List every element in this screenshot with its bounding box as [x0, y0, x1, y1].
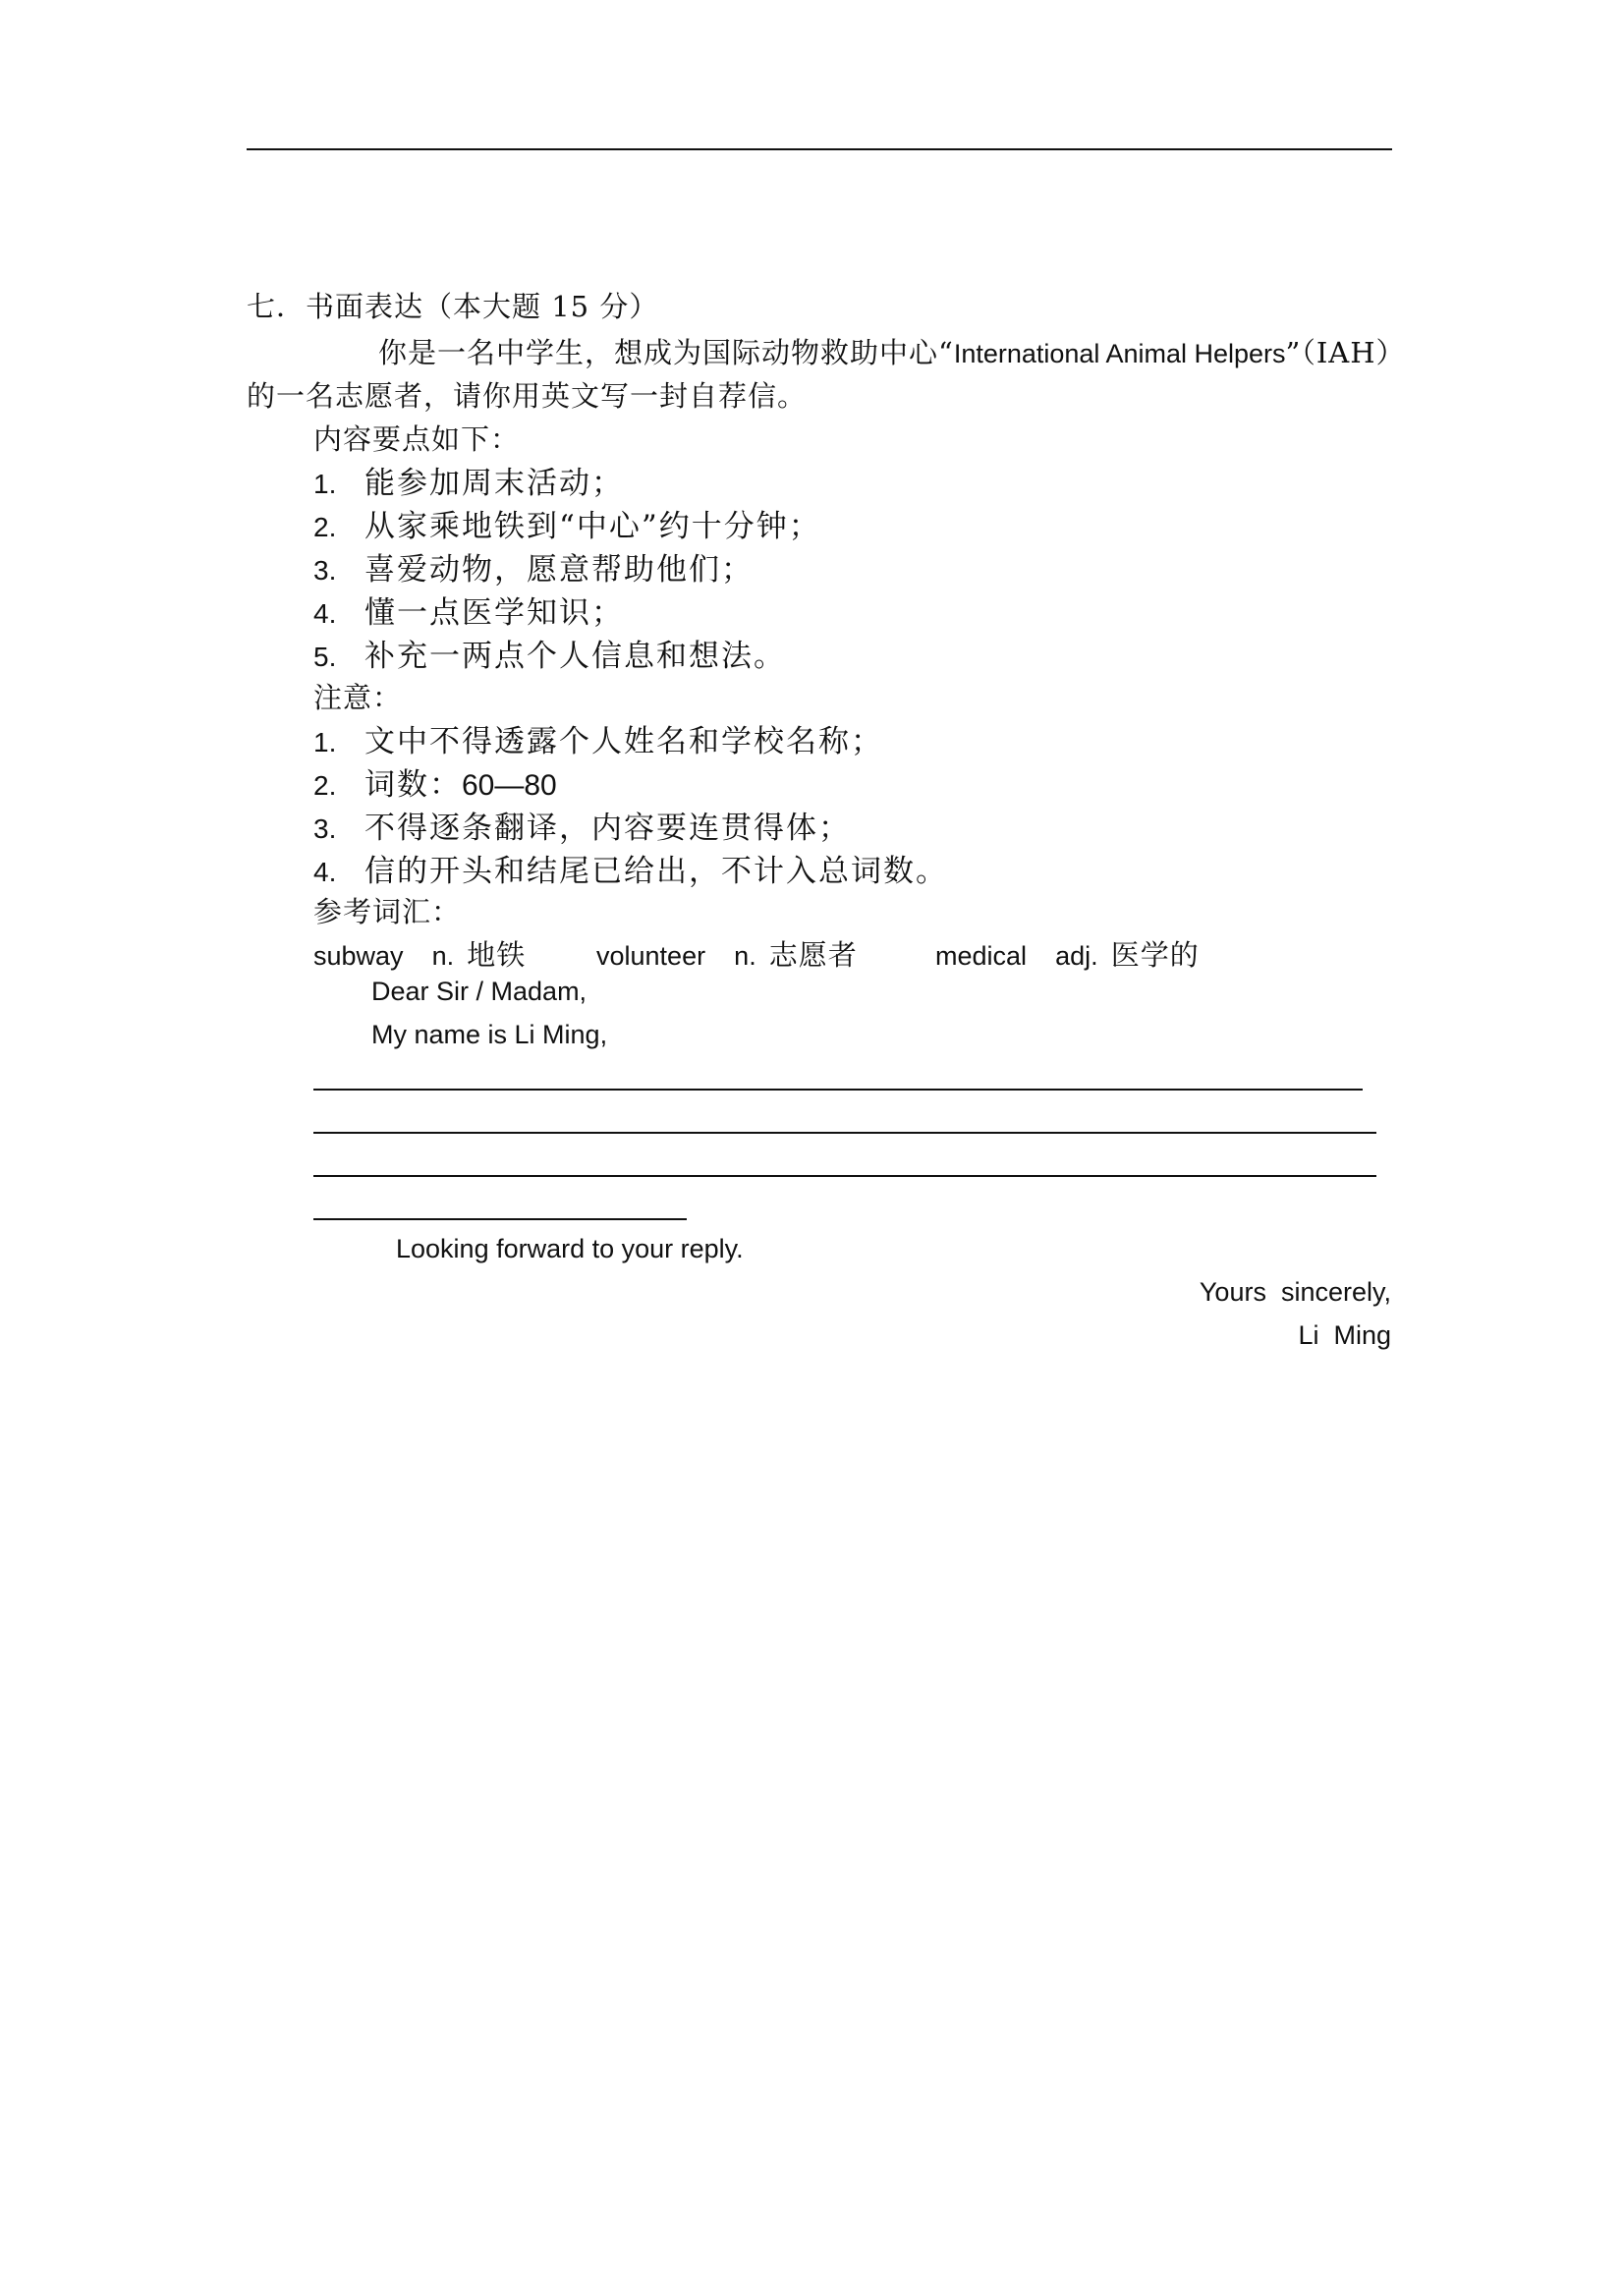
prompt-org-name: International Animal Helpers — [953, 339, 1286, 368]
letter-opening: My name is Li Ming, — [371, 1020, 608, 1049]
note-number: 3. — [313, 813, 337, 844]
vocab-entry — [935, 933, 1200, 974]
point-number: 3. — [313, 555, 337, 586]
vocab-word: volunteer — [596, 941, 706, 971]
point-number: 1. — [313, 469, 337, 499]
points-label: 内容要点如下： — [313, 422, 521, 456]
point-item — [313, 544, 754, 588]
note-text: 不得逐条翻译，内容要连贯得体； — [364, 811, 851, 846]
note-item — [313, 846, 948, 890]
point-item — [313, 631, 786, 675]
prompt-line-2: 的一名志愿者，请你用英文写一封自荐信。 — [247, 379, 808, 413]
note-text: 词数： — [364, 767, 462, 803]
point-text: 从家乘地铁到“中心”约十分钟； — [364, 509, 821, 544]
point-number: 4. — [313, 598, 337, 629]
prompt-line-1 — [378, 331, 1406, 371]
point-text: 能参加周末活动； — [364, 466, 624, 501]
writing-line[interactable] — [313, 1218, 687, 1220]
writing-line[interactable] — [313, 1089, 1363, 1091]
vocab-entry — [313, 933, 526, 974]
vocab-meaning: 医学的 — [1110, 938, 1200, 972]
note-number: 4. — [313, 857, 337, 887]
writing-line[interactable] — [313, 1132, 1376, 1134]
point-item — [313, 588, 624, 632]
letter-salutation: Dear Sir / Madam, — [371, 977, 588, 1006]
vocab-meaning: 志愿者 — [768, 938, 858, 972]
notes-label: 注意： — [313, 681, 403, 714]
vocab-label: 参考词汇： — [313, 895, 462, 928]
point-number: 5. — [313, 642, 337, 672]
vocab-word: medical — [935, 941, 1028, 971]
note-item — [313, 759, 557, 804]
point-text: 补充一两点个人信息和想法。 — [364, 639, 786, 674]
writing-line[interactable] — [313, 1175, 1376, 1177]
point-text: 喜爱动物，愿意帮助他们； — [364, 552, 754, 588]
point-item — [313, 501, 821, 545]
vocab-meaning: 地铁 — [467, 938, 527, 972]
letter-signature: Li Ming — [1298, 1320, 1391, 1350]
word-count-range: 60—80 — [462, 769, 557, 802]
letter-signoff: Yours sincerely, — [1199, 1277, 1391, 1307]
vocab-entry — [596, 933, 858, 974]
vocab-pos: n. — [431, 941, 455, 971]
note-text: 信的开头和结尾已给出，不计入总词数。 — [364, 854, 948, 889]
vocab-pos: n. — [734, 941, 756, 971]
prompt-org-abbr: ”（IAH） — [1285, 336, 1406, 369]
prompt-line-1-cjk: 你是一名中学生，想成为国际动物救助中心“ — [378, 336, 954, 369]
note-item — [313, 803, 851, 847]
note-number: 2. — [313, 770, 337, 801]
note-item — [313, 716, 883, 760]
vocab-pos: adj. — [1055, 941, 1098, 971]
top-answer-line — [247, 148, 1392, 150]
note-number: 1. — [313, 727, 337, 757]
letter-closing-line: Looking forward to your reply. — [396, 1234, 744, 1263]
note-text: 文中不得透露个人姓名和学校名称； — [364, 724, 883, 759]
vocab-word: subway — [313, 941, 404, 971]
point-item — [313, 458, 624, 502]
point-number: 2. — [313, 512, 337, 542]
point-text: 懂一点医学知识； — [364, 595, 624, 631]
section-heading: 七．书面表达（本大题 15 分） — [247, 290, 659, 323]
